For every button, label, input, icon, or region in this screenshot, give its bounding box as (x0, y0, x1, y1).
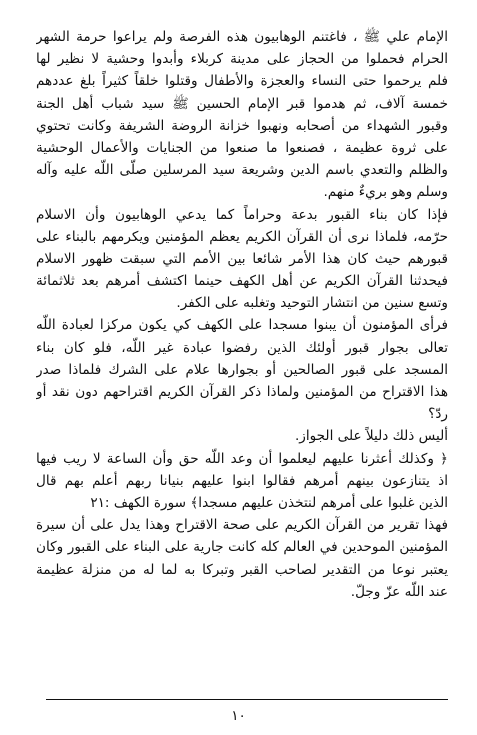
text-line: الإمام علي ﷺ ، فاغتنم الوهابيون هذه الفرصة ولم يراعوا حرمة الشهر (36, 29, 448, 45)
text-line: فإذا كان بناء القبور بدعة وحراماً كما يدعي الوهابيون وأن الاسلام (36, 206, 448, 223)
text-line: خمسة آلاف، ثم هدموا قبر الإمام الحسين ﷺ سيد شباب أهل الجنة (36, 95, 448, 112)
text-line: فهذا تقرير من القرآن الكريم على صحة الاقتراح وهذا يدل على أن سيرة (36, 517, 448, 534)
text-line: أليس ذلك دليلاً على الجواز. (294, 428, 448, 445)
text-line: تعالى بجوار قبور أولئك الذين رفضوا عبادة غير اللّه، فلو كان بناء (36, 339, 448, 356)
page-body-text (36, 26, 448, 603)
text-line: يعتبر نوعا من التقدير لصاحب القبر وتبركا به لما له من منزلة عظيمة (36, 561, 448, 578)
text-line: عند اللّه عزّ وجلّ. (350, 583, 448, 600)
quran-quote-line: اذ يتنازعون بينهم أمرهم فقالوا ابنوا عليهم بنيانا ربهم أعلم بهم قال (36, 472, 448, 489)
text-line: على ثروة عظيمة ، فصنعوا ما صنعوا من الجنايات والأعمال الوحشية (36, 139, 448, 156)
text-line: فيحدثنا القرآن الكريم عن أهل الكهف حينما اكتشف أمرهم بعد ثلاثمائة (36, 273, 448, 290)
text-line: وتسع سنين من انتشار التوحيد وتغلبه على الكفر. (176, 295, 448, 312)
text-line: وقبور الشهداء من أصحابه ونهبوا خزانة الروضة الشريفة وكانت تحتوي (36, 117, 448, 134)
text-line: فرأى المؤمنون أن يبنوا مسجدا على الكهف كي يكون مركزا لعبادة اللّه (36, 317, 448, 334)
text-line: حرّمه، فلماذا نرى أن القرآن الكريم يعظم المؤمنين ويكرمهم بالبناء على (36, 228, 448, 245)
quran-quote-line: الذين غلبوا على أمرهم لنتخذن عليهم مسجدا﴾ سورة الكهف :٢١ (90, 494, 448, 511)
text-line: قبورهم حيث كان هذا الأمر شائعا بين الأمم التي سبقت ظهور الاسلام (36, 250, 448, 267)
text-line: وسلم وهو بريءٌ منهم. (323, 184, 448, 201)
footer-divider (46, 699, 448, 700)
quran-quote-line: ﴿ وكذلك أعثرنا عليهم ليعلموا أن وعد اللّه حق وأن الساعة لا ريب فيها (36, 450, 448, 467)
page-number: ١٠ (231, 708, 246, 724)
text-line: والظلم والتعدي باسم الدين وشريعة سيد المرسلين صلّى اللّه عليه وآله (36, 162, 448, 179)
text-line: المسجد على قبور الصالحين أو بجوارها علام على الشرك فلماذا صدر (36, 361, 448, 378)
text-line: الحرام فحملوا من الحجاز على مدينة كربلاء وأبدوا وحشية لا نظير لها (36, 51, 448, 68)
text-line: هذا الاقتراح من المؤمنين ولماذا ذكر القرآن الكريم اقتراحهم دون نقد أو (36, 384, 448, 400)
text-line: ردّ؟ (428, 406, 448, 423)
text-line: فلم يرحموا حتى النساء والعجزة والأطفال وقتلوا خلقاً كثيراً بلغ عددهم (36, 73, 448, 90)
text-line: المؤمنين الموحدين في العالم كله كانت جارية على البناء على القبور وكان (36, 539, 448, 556)
